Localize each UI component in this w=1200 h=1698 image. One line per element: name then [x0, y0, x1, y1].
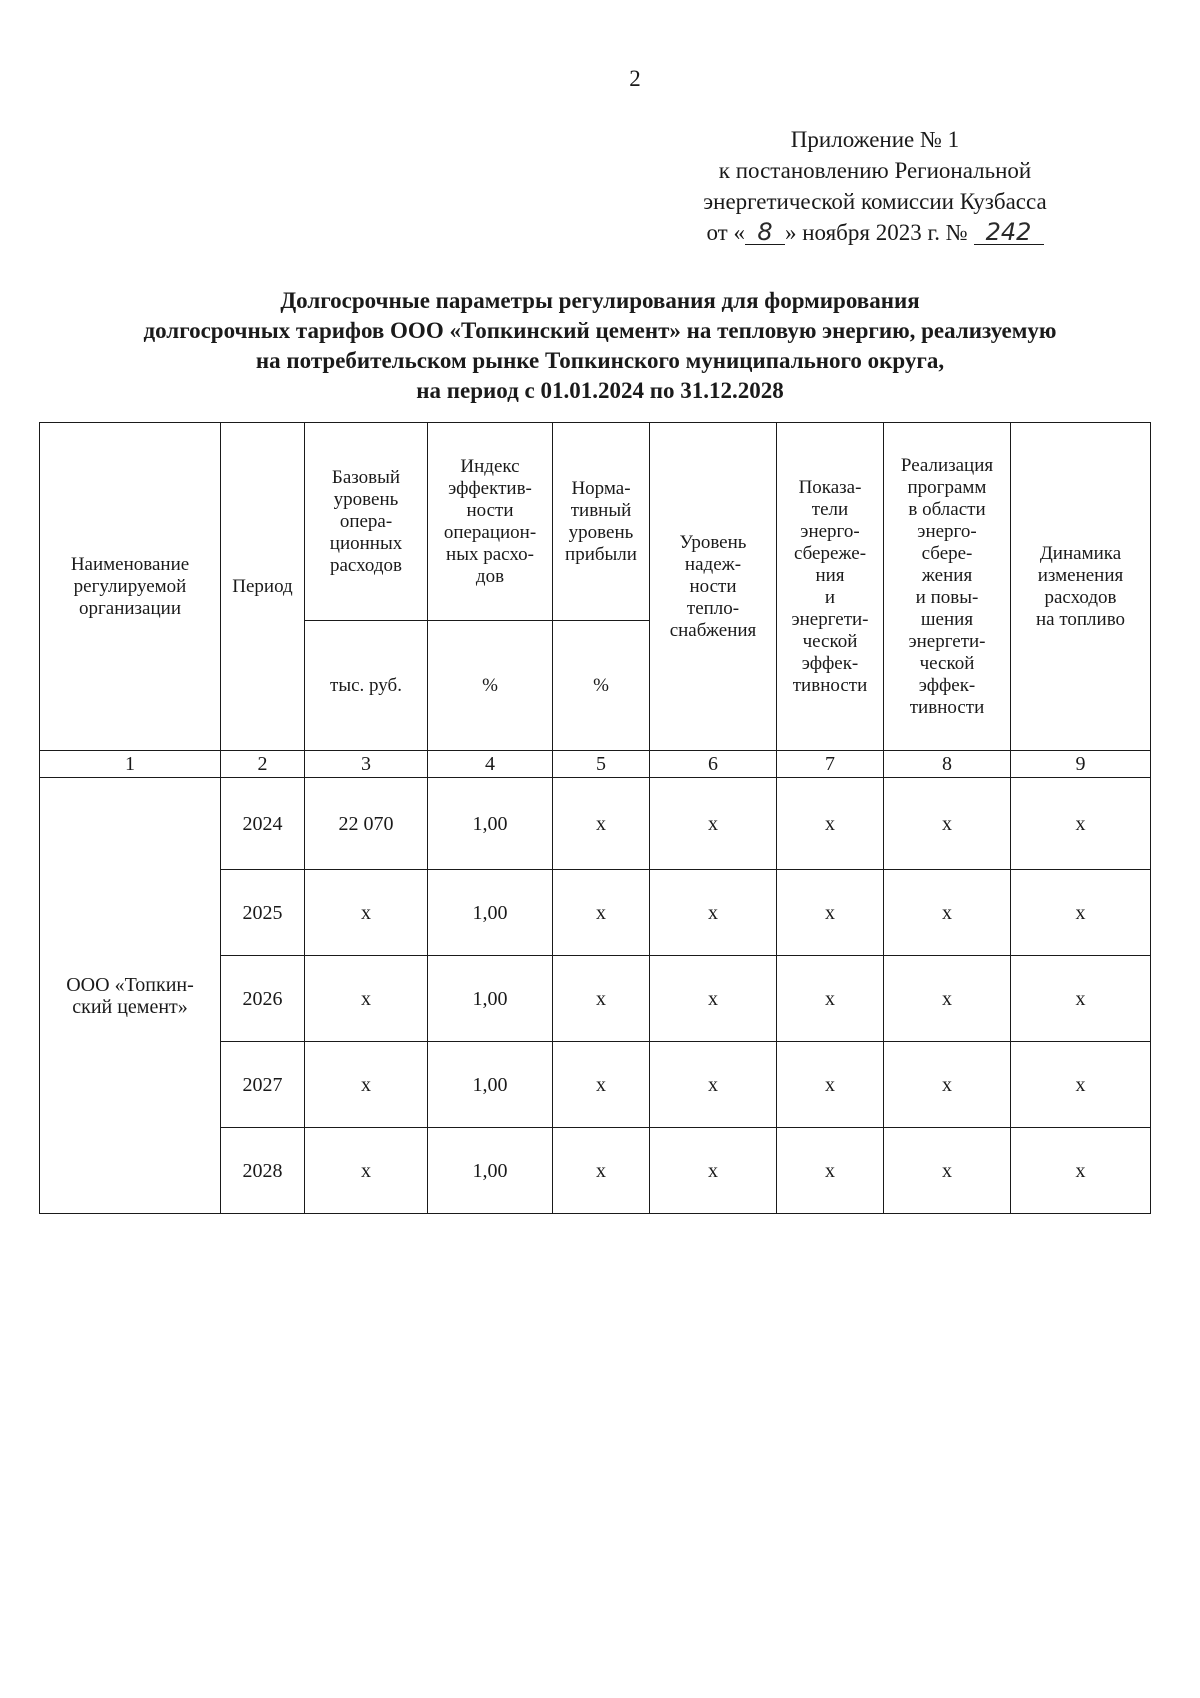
column-number: 2: [221, 751, 305, 778]
handwritten-date-day: 8: [745, 220, 785, 245]
header-base-opex: Базовый уровень опера- ционных расходов: [305, 423, 428, 621]
column-number: 9: [1011, 751, 1151, 778]
cell-efficiency-index: 1,00: [428, 1128, 553, 1214]
column-number: 1: [40, 751, 221, 778]
cell-efficiency-index: 1,00: [428, 778, 553, 870]
cell-efficiency-index: 1,00: [428, 1042, 553, 1128]
cell-base-opex: x: [305, 1042, 428, 1128]
cell-fuel-dynamics: x: [1011, 1042, 1151, 1128]
cell-energy-saving: x: [777, 1042, 884, 1128]
column-number: 3: [305, 751, 428, 778]
column-number: 6: [650, 751, 777, 778]
unit-efficiency-index: %: [428, 621, 553, 751]
cell-period: 2028: [221, 1128, 305, 1214]
title-line-2: долгосрочных тарифов ООО «Топкинский цемент» на тепловую энергию, реализуемую: [143, 318, 1057, 343]
cell-normative-profit: x: [553, 1128, 650, 1214]
cell-fuel-dynamics: x: [1011, 778, 1151, 870]
cell-normative-profit: x: [553, 778, 650, 870]
column-number: 8: [884, 751, 1011, 778]
cell-programs: x: [884, 870, 1011, 956]
header-programs: Реализация программ в области энерго- сбере- жения и повы- шения энергети- ческой эффек- тивности: [884, 423, 1011, 751]
cell-base-opex: x: [305, 870, 428, 956]
cell-fuel-dynamics: x: [1011, 1128, 1151, 1214]
appendix-line-3: энергетической комиссии Кузбасса: [703, 189, 1047, 214]
header-org: Наименование регулируемой организации: [40, 423, 221, 751]
column-number: 7: [777, 751, 884, 778]
unit-base-opex: тыс. руб.: [305, 621, 428, 751]
cell-energy-saving: x: [777, 778, 884, 870]
cell-reliability: x: [650, 956, 777, 1042]
cell-programs: x: [884, 1128, 1011, 1214]
appendix-block: [640, 124, 1110, 248]
cell-fuel-dynamics: x: [1011, 870, 1151, 956]
organization-name: ООО «Топкин- ский цемент»: [40, 778, 221, 1214]
date-middle: » ноября 2023 г. №: [784, 220, 968, 245]
title-line-3: на потребительском рынке Топкинского муниципального округа,: [255, 348, 945, 373]
cell-efficiency-index: 1,00: [428, 870, 553, 956]
column-numbers-row: [40, 751, 1151, 778]
header-energy-saving: Показа- тели энерго- сбереже- ния и энергети- ческой эффек- тивности: [777, 423, 884, 751]
cell-period: 2027: [221, 1042, 305, 1128]
appendix-line-2: к постановлению Региональной: [718, 158, 1032, 183]
cell-reliability: x: [650, 1042, 777, 1128]
appendix-title: Приложение № 1: [790, 127, 960, 152]
handwritten-decree-number: 242: [974, 220, 1044, 245]
cell-programs: x: [884, 956, 1011, 1042]
column-number: 5: [553, 751, 650, 778]
cell-energy-saving: x: [777, 870, 884, 956]
table-row: [40, 778, 1151, 870]
parameters-table: [39, 422, 1151, 1214]
header-normative-profit: Норма- тивный уровень прибыли: [553, 423, 650, 621]
cell-period: 2025: [221, 870, 305, 956]
page-number: 2: [629, 66, 641, 91]
title-line-1: Долгосрочные параметры регулирования для формирования: [280, 288, 920, 313]
unit-normative-profit: %: [553, 621, 650, 751]
cell-normative-profit: x: [553, 1042, 650, 1128]
cell-reliability: x: [650, 1128, 777, 1214]
cell-base-opex: x: [305, 956, 428, 1042]
column-number: 4: [428, 751, 553, 778]
header-reliability: Уровень надеж- ности тепло- снабжения: [650, 423, 777, 751]
header-period: Период: [221, 423, 305, 751]
cell-base-opex: x: [305, 1128, 428, 1214]
header-efficiency-index: Индекс эффектив- ности операцион- ных расхо- дов: [428, 423, 553, 621]
title-line-4: на период с 01.01.2024 по 31.12.2028: [416, 378, 784, 403]
cell-energy-saving: x: [777, 956, 884, 1042]
cell-normative-profit: x: [553, 956, 650, 1042]
header-row: [40, 423, 1151, 621]
cell-efficiency-index: 1,00: [428, 956, 553, 1042]
cell-period: 2026: [221, 956, 305, 1042]
cell-base-opex: 22 070: [305, 778, 428, 870]
cell-normative-profit: x: [553, 870, 650, 956]
date-prefix: от «: [706, 220, 745, 245]
cell-programs: x: [884, 1042, 1011, 1128]
cell-energy-saving: x: [777, 1128, 884, 1214]
cell-programs: x: [884, 778, 1011, 870]
cell-reliability: x: [650, 870, 777, 956]
cell-reliability: x: [650, 778, 777, 870]
cell-period: 2024: [221, 778, 305, 870]
header-fuel-dynamics: Динамика изменения расходов на топливо: [1011, 423, 1151, 751]
appendix-date-line: [640, 217, 1110, 248]
cell-fuel-dynamics: x: [1011, 956, 1151, 1042]
document-title: [0, 286, 1200, 406]
